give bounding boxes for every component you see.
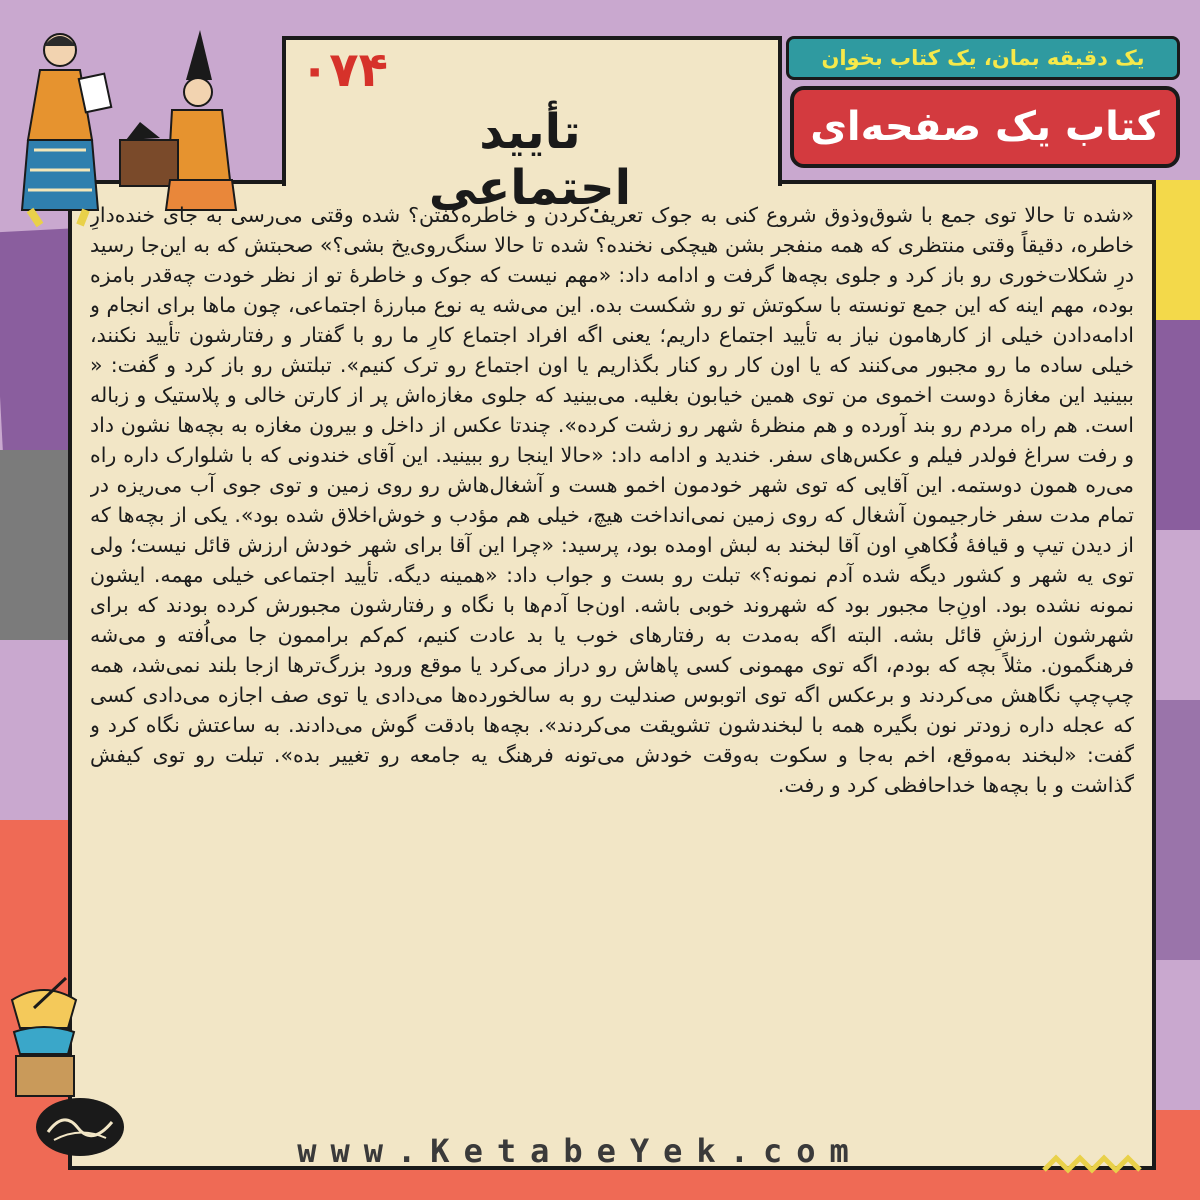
miniature-figures-illustration <box>0 10 240 230</box>
website-url: www.KetabeYek.com <box>297 1132 863 1170</box>
tagline-banner <box>786 36 1180 80</box>
brand-logo-banner <box>790 86 1180 168</box>
page-title: تأیید اجتماعی <box>428 104 632 216</box>
article-paragraph: «شده تا حالا توی جمع با شوق‌وذوق شروع کنی به جوک تعریف‌کردن و خاطره‌گفتن؟ شده وقتی می‌رسی به جای خنده‌دارِ خاطره، دقیقاً وقتی منتظری که همه منفجر بشن هیچکی نخنده؟ شده تا حالا سنگ‌روی‌یخ بشی؟» صحبتش که به این‌جا رسید درِ شکلات‌خوری رو باز کرد و جلوی بچه‌ها گرفت و ادامه داد: «مهم نیست که جوک و خاطرهٔ تو از نظر خودت چه‌قدر بامزه بوده، مهم اینه که این جمع تونسته با سکوتش تو رو شکست بده. این می‌شه یه نوع مبارزهٔ اجتماعی، چون ماها برای انجام و ادامه‌دادن خیلی از کارهامون نیاز به تأیید اجتماع داریم؛ یعنی اگه افراد اجتماع کارِ ما رو با گفتار و رفتارشون تأیید نکنند، خیلی ساده ما رو مجبور می‌کنند که یا اون کار رو کنار بگذاریم یا اون اجتماع رو ترک کنیم». تبلتش رو باز کرد و گفت: « ببینید این مغازهٔ دوست اخموی من توی همین خیابون بغلیه. می‌بینید که جلوی مغازه‌اش پر از کارتن خالی و پلاستیک و زباله است. هم راه مردم رو بند آورده و هم منظرهٔ شهر رو زشت کرده». چندتا عکس از داخل و بیرون مغازه به بچه‌ها نشون داد و رفت سراغ فولدر فیلم و عکس‌های سفر. خندید و ادامه داد: «حالا اینجا رو ببینید. این آقای خندونی که با شلوارک داره راه می‌ره همون دوستمه. این آقایی که توی شهر خودمون اخمو هست و آشغال‌هاش رو روی زمین و توی جوی آب می‌ریزه در تمام مدت سفر خارجیمون آشغال که روی زمین نمی‌انداخت هیچ، خیلی هم مؤدب و خوش‌اخلاق شده بود». یکی از بچه‌ها که از دیدن تیپ و قیافهٔ فُکاهیِ اون آقا لبخند به لبش اومده بود، پرسید: «چرا این آقا برای شهر خودش ارزش قائل نیست؛ ولی توی یه شهر و کشور دیگه شده آدم نمونه؟» تبلت رو بست و جواب داد: «همینه دیگه. تأیید اجتماعی خیلی مهمه. ایشون نمونه نشده بود. اونِ‌جا مجبور بود که شهروند خوبی باشه. اون‌جا آدم‌ها با نگاه و رفتارشون مجبورش کرده بودند که برای شهرشون ارزشِ قائل بشه. البته اگه به‌مدت به رفتارهای خوب یا بد عادت کنیم، کم‌کم براممون جا می‌اُفته و می‌شه فرهنگمون. مثلاً بچه که بودم، اگه توی مهمونی کسی پاهاش رو دراز می‌کرد یا موقع ورود بزرگ‌ترها ازجا بلند نمی‌شد، همه چپ‌چپ نگاهش می‌کردند و برعکس اگه توی اتوبوس صندلیت رو به سالخورده‌ها می‌دادی یا توی صف اجازه می‌دادی کسی که عجله داره زودتر نون بگیره همه با لبخندشون تشویقت می‌کردند». بچه‌ها بادقت گوش می‌دادند. به ساعتش نگاه کرد و گفت: «لبخند به‌موقع، اخم به‌جا و سکوت به‌وقت خودش می‌تونه فرهنگ یه جامعه رو تغییر بده». تبلت رو توی کیفش گذاشت و با بچه‌ها خداحافظی کرد و رفت. <box>90 203 1134 797</box>
brand-text: کتاب یک صفحه‌ای <box>810 104 1160 150</box>
tagline-text: یک دقیقه بمان، یک کتاب بخوان <box>821 46 1145 70</box>
article-body <box>90 200 1134 1120</box>
issue-number: ۰۷۴ <box>300 42 388 98</box>
author-signature-stamp <box>34 1096 126 1158</box>
pot-and-bowls-illustration <box>4 970 84 1100</box>
bg-block-gray-left <box>0 450 70 640</box>
footer-ornament-icon <box>1040 1150 1150 1180</box>
